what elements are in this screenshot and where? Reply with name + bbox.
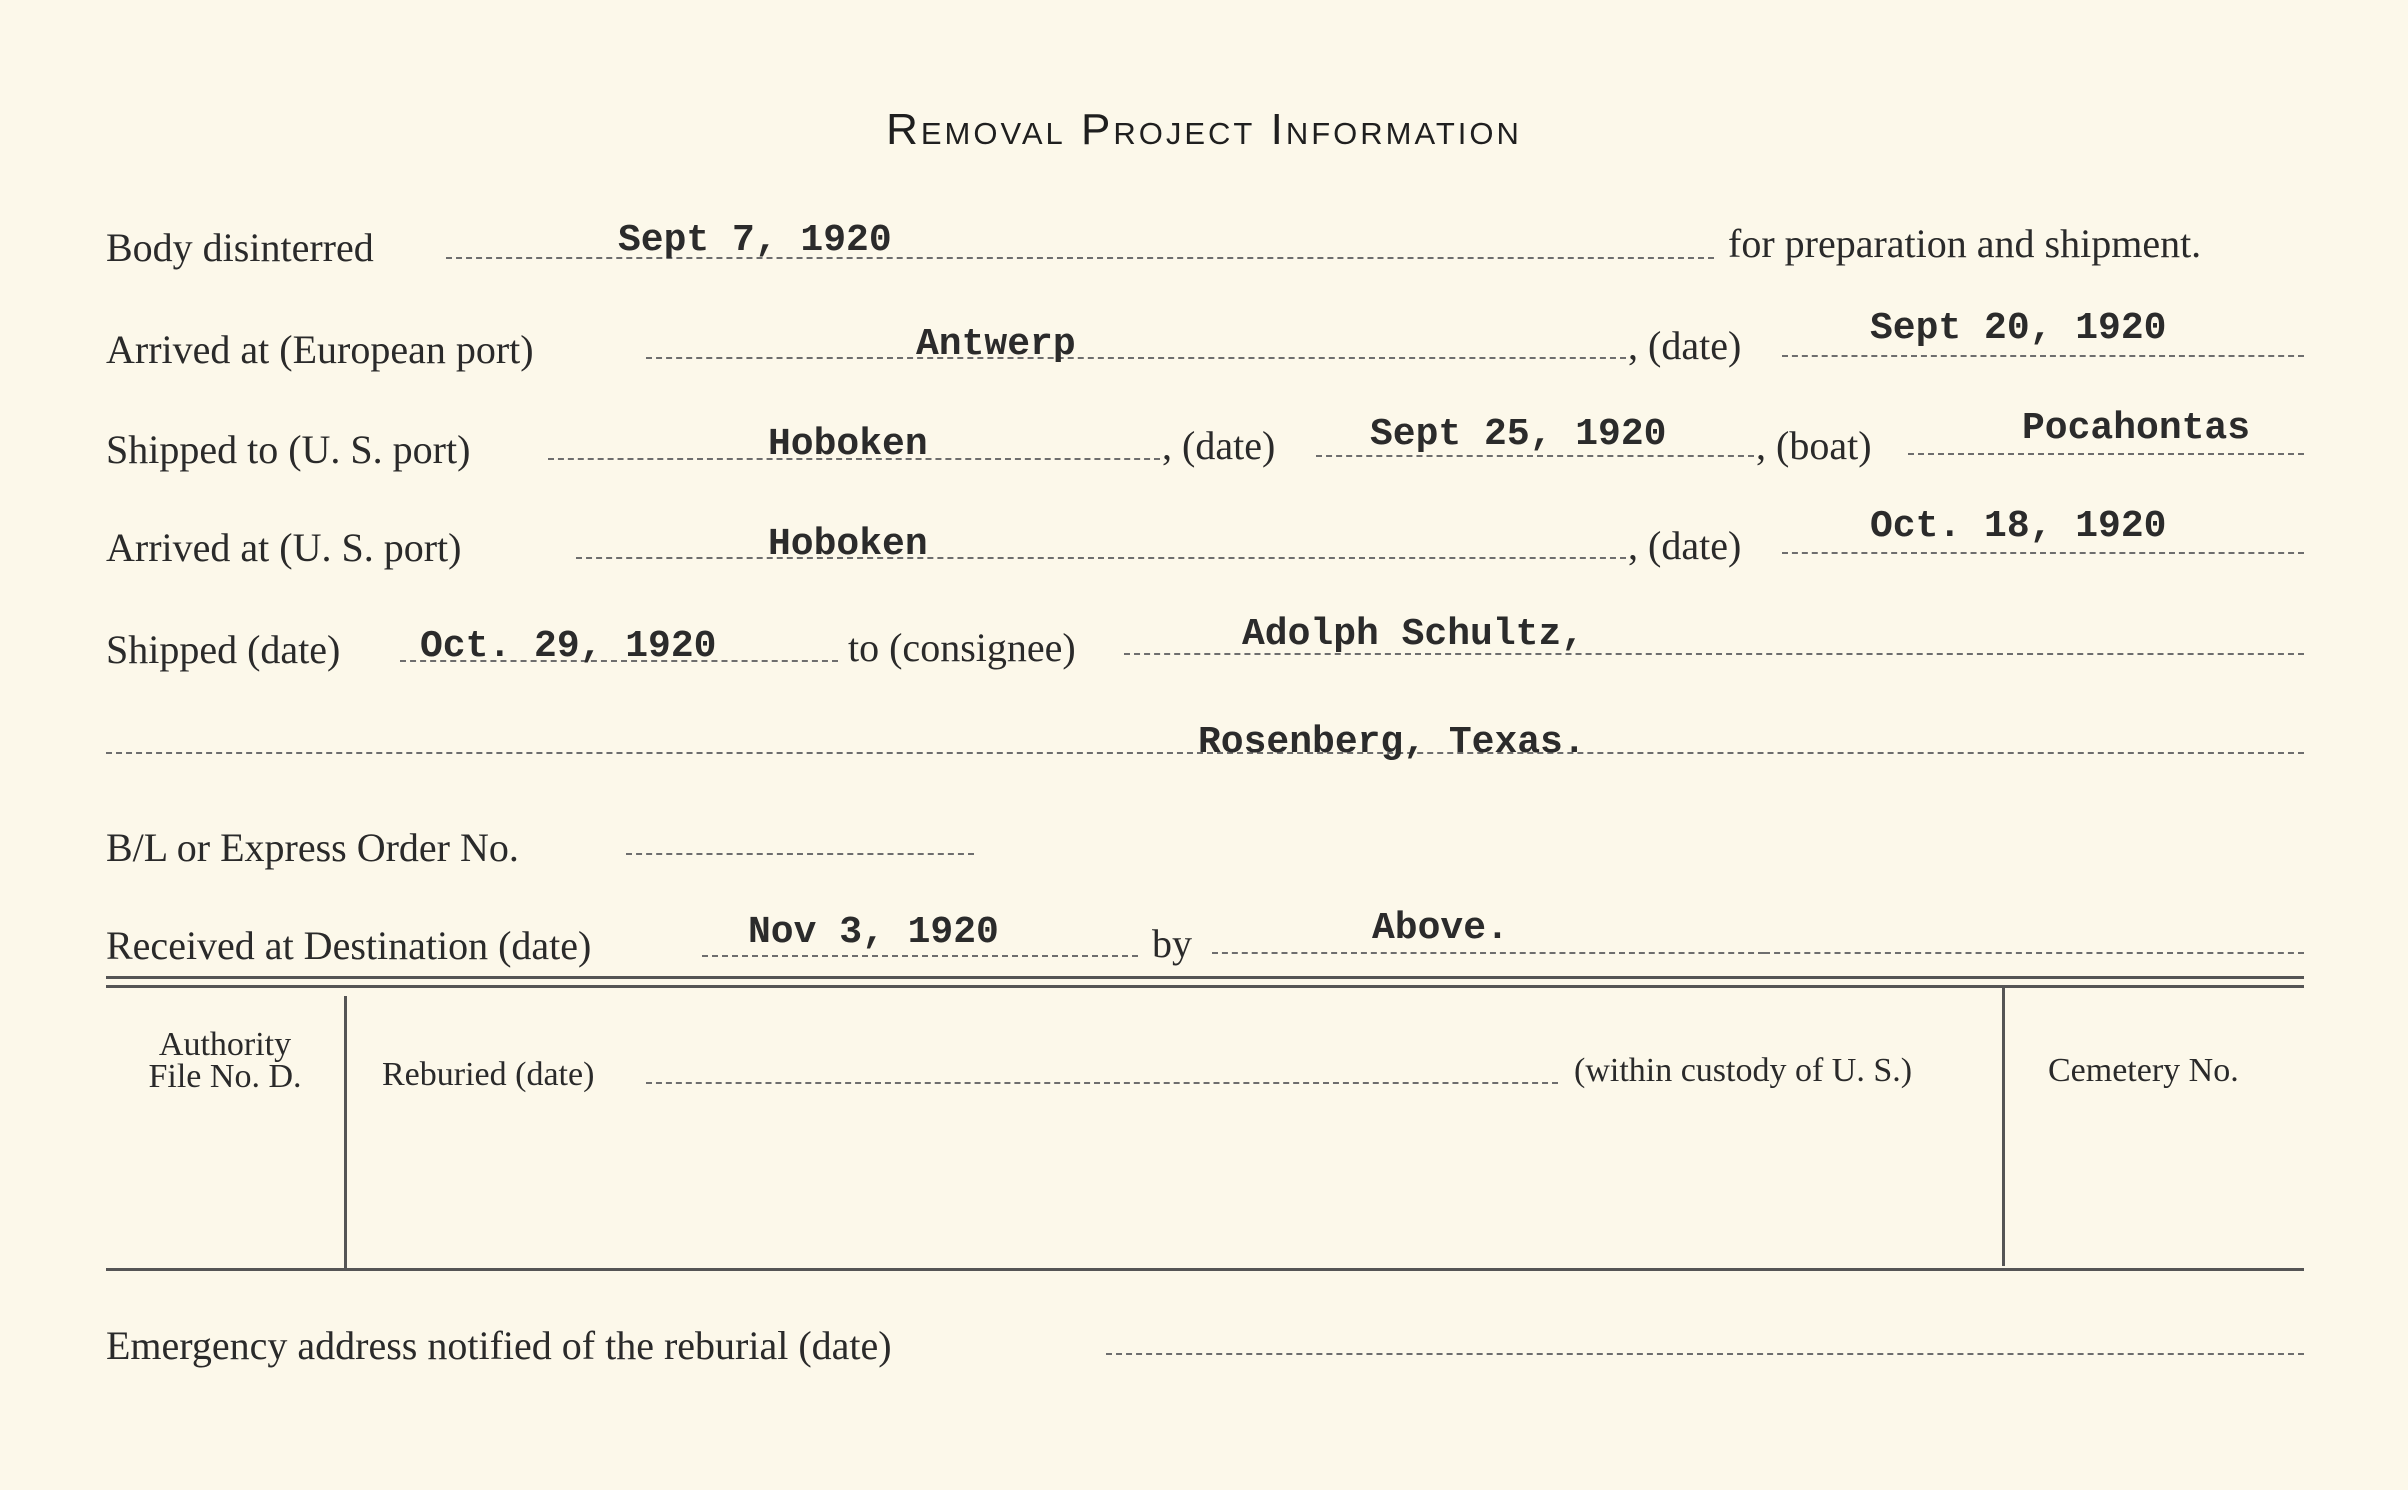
shipped-us-boat-line bbox=[1908, 453, 2304, 455]
consignee-value: Adolph Schultz, bbox=[1242, 613, 1585, 656]
european-port-label: Arrived at (European port) bbox=[106, 327, 534, 372]
shipped-date-value: Oct. 29, 1920 bbox=[420, 625, 717, 668]
shipped-us-boat-value: Pocahontas bbox=[2022, 407, 2251, 450]
european-port-value: Antwerp bbox=[916, 323, 1076, 366]
reburied-line bbox=[646, 1082, 1558, 1084]
shipped-us-date-label: , (date) bbox=[1162, 423, 1276, 468]
arrived-us-line bbox=[576, 557, 1626, 559]
european-port-date-line bbox=[1782, 355, 2304, 357]
shipped-us-label: Shipped to (U. S. port) bbox=[106, 427, 471, 472]
received-date-value: Nov 3, 1920 bbox=[748, 911, 999, 954]
arrived-us-date-label: , (date) bbox=[1628, 523, 1742, 568]
box-bottom-rule bbox=[106, 1268, 2304, 1271]
shipped-us-boat-label: , (boat) bbox=[1756, 423, 1872, 468]
shipped-date-label: Shipped (date) bbox=[106, 627, 341, 672]
consignee-address-value: Rosenberg, Texas. bbox=[1198, 721, 1586, 764]
shipped-us-value: Hoboken bbox=[768, 423, 928, 466]
page-title: Removal Project Information bbox=[886, 105, 1522, 154]
european-port-date-label: , (date) bbox=[1628, 323, 1742, 368]
authority-line-2: File No. D. bbox=[148, 1058, 302, 1095]
box-top-rule-2 bbox=[106, 985, 2304, 988]
custody-label: (within custody of U. S.) bbox=[1574, 1052, 1913, 1089]
european-port-date-value: Sept 20, 1920 bbox=[1870, 307, 2167, 350]
cemetery-label: Cemetery No. bbox=[2048, 1052, 2239, 1089]
shipped-us-date-value: Sept 25, 1920 bbox=[1370, 413, 1667, 456]
european-port-line bbox=[646, 357, 1626, 359]
arrived-us-date-line bbox=[1782, 552, 2304, 554]
received-by-value: Above. bbox=[1372, 907, 1509, 950]
box-top-rule bbox=[106, 976, 2304, 979]
arrived-us-label: Arrived at (U. S. port) bbox=[106, 525, 462, 570]
box-divider-left bbox=[344, 996, 347, 1270]
bl-line bbox=[626, 853, 974, 855]
received-trailing-line bbox=[1764, 952, 2304, 954]
emergency-line bbox=[1106, 1353, 2304, 1355]
received-by-line bbox=[1212, 952, 1764, 954]
received-date-line bbox=[702, 955, 1138, 957]
disinterred-value: Sept 7, 1920 bbox=[618, 219, 892, 262]
disinterred-label: Body disinterred bbox=[106, 225, 374, 270]
arrived-us-value: Hoboken bbox=[768, 523, 928, 566]
consignee-label: to (consignee) bbox=[848, 625, 1076, 670]
reburied-label: Reburied (date) bbox=[382, 1056, 595, 1093]
received-by-label: by bbox=[1152, 921, 1192, 966]
disinterred-suffix: for preparation and shipment. bbox=[1728, 221, 2202, 266]
arrived-us-date-value: Oct. 18, 1920 bbox=[1870, 505, 2167, 548]
emergency-label: Emergency address notified of the reburial (date) bbox=[106, 1323, 892, 1368]
box-divider-right bbox=[2002, 988, 2005, 1266]
received-label: Received at Destination (date) bbox=[106, 923, 592, 968]
bl-label: B/L or Express Order No. bbox=[106, 825, 519, 870]
authority-line-1: Authority bbox=[158, 1026, 292, 1063]
